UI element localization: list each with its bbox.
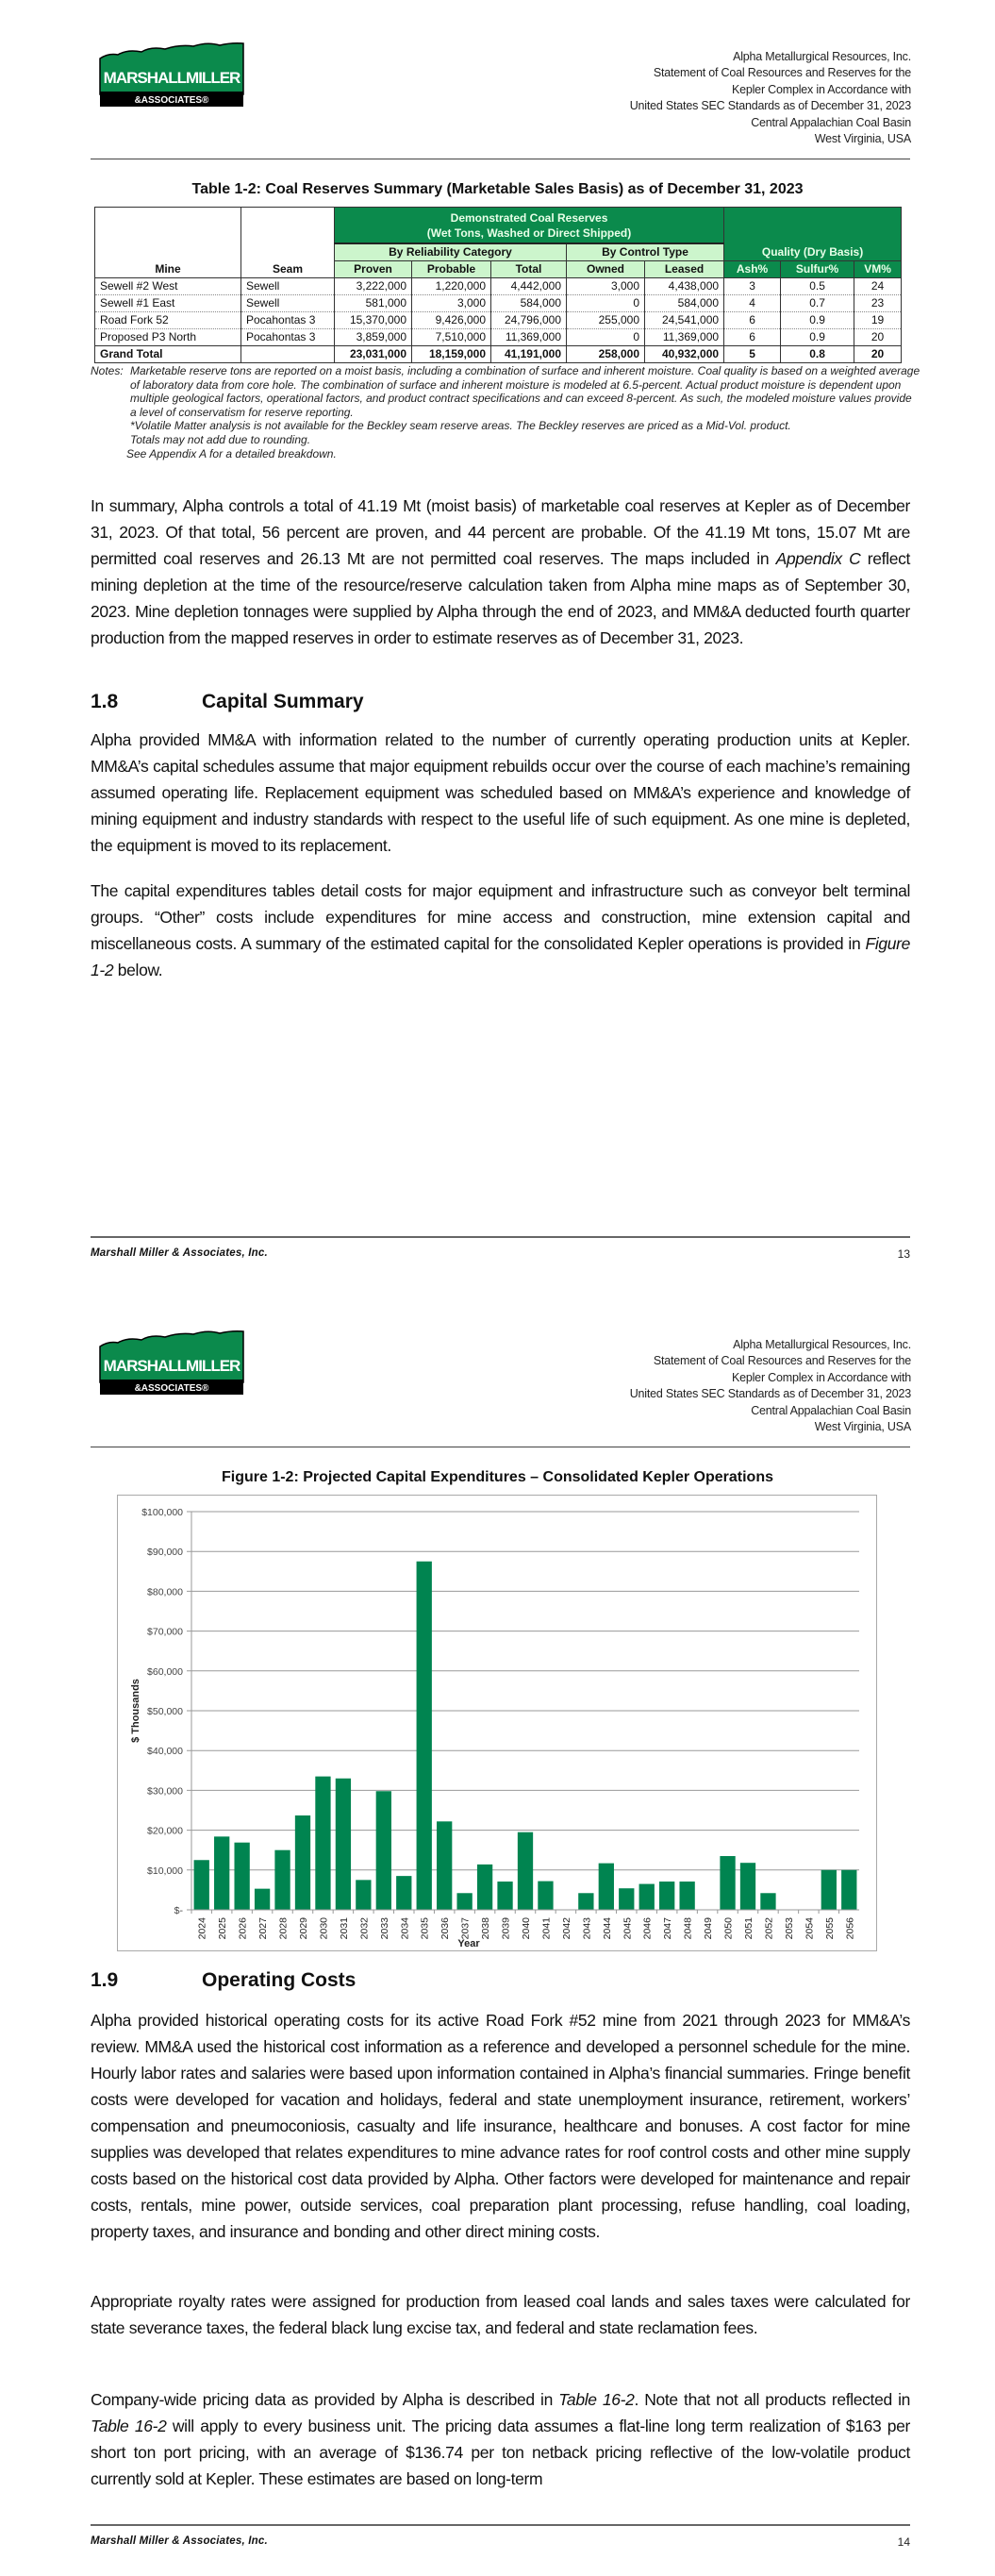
bar-2030 <box>315 1777 330 1910</box>
x-tick-label: 2035 <box>419 1917 431 1940</box>
x-tick-label: 2056 <box>844 1917 856 1940</box>
y-tick-label: $30,000 <box>147 1785 183 1798</box>
y-tick-label: $50,000 <box>147 1706 183 1717</box>
cell-seam: Sewell <box>241 278 335 295</box>
marshall-miller-logo <box>99 42 244 108</box>
cell-vm: 20 <box>854 346 902 363</box>
cell-mine: Grand Total <box>95 346 241 363</box>
col-header-leased: Leased <box>645 261 724 278</box>
bar-2025 <box>214 1836 229 1910</box>
group-header-text: Demonstrated Coal Reserves <box>450 210 608 225</box>
cell-mine: Sewell #1 East <box>95 295 241 312</box>
cell-sulfur: 0.9 <box>781 329 854 346</box>
bar-2050 <box>720 1856 735 1910</box>
col-header-total: Total <box>491 261 567 278</box>
col-header-probable: Probable <box>412 261 491 278</box>
table-row <box>95 295 902 312</box>
section-heading-1-8 <box>91 691 364 713</box>
control-type-header: By Control Type <box>567 243 724 261</box>
x-tick-label: 2036 <box>439 1917 452 1940</box>
col-header-vm: VM% <box>854 261 902 278</box>
cell-sulfur: 0.9 <box>781 312 854 329</box>
x-tick-label: 2041 <box>540 1917 553 1940</box>
x-tick-label: 2029 <box>298 1917 309 1940</box>
y-tick-label: $60,000 <box>147 1665 183 1678</box>
cell-ash: 6 <box>724 312 781 329</box>
cell-total: 11,369,000 <box>491 329 567 346</box>
cell-total: 41,191,000 <box>491 346 567 363</box>
bar-2047 <box>659 1882 674 1910</box>
capital-paragraph-1: Alpha provided MM&A with information related to the number of currently operating production units at Kepler. MM&A’s capital schedules assume that major equipment rebuilds occur over the course of each machine’s remaining assumed operating life. Replacement equipment was scheduled based on MM&A’s experience and knowledge of mining equipment and industry standards with respect to the useful life of such equipment. As one mine is depleted, the equipment is moved to its replacement. <box>91 730 910 855</box>
y-tick-label: $- <box>174 1905 183 1916</box>
svg-text:&ASSOCIATES®: &ASSOCIATES® <box>134 1383 209 1394</box>
bar-2038 <box>477 1865 492 1910</box>
figure-caption: Figure 1-2: Projected Capital Expenditures – Consolidated Kepler Operations <box>221 1469 773 1485</box>
x-tick-label: 2032 <box>358 1917 371 1940</box>
bar-2033 <box>376 1791 391 1910</box>
bar-2044 <box>599 1864 614 1910</box>
page-number: 13 <box>897 1247 910 1261</box>
text-span: reflect mining depletion at the time of the resource/reserve calculation taken from Alpha mine maps as of September 30, 2023. Mine depletion tonnages were supplied by Alpha through the end of 2023, and MM&A deducted fourth quarter production from the mapped reserves in order to estimate reserves as of December 31, 2023. <box>91 549 911 647</box>
x-tick-label: 2055 <box>823 1917 836 1940</box>
cell-total: 4,442,000 <box>491 278 567 295</box>
cell-vm: 19 <box>854 312 902 329</box>
notes-label: Notes: <box>91 364 124 377</box>
text-span: The capital expenditures tables detail costs for major equipment and infrastructure such as conveyor belt terminal groups. “Other” costs include expenditures for mine access and construction, mine extension capital and miscellaneous costs. A summary of the estimated capital for the consolidated Kepler operations is provided in <box>91 881 910 953</box>
text-span: In summary, Alpha controls a total of 41.19 Mt (moist basis) of marketable coal reserves at Kepler as of December 31, 2023. Of that total, 56 percent are proven, and 44 percent are probable. Of the 41.19 Mt tons, 15.07 Mt are permitted coal reserves and 26.13 Mt are not permitted coal reserves. The maps included in <box>91 496 910 568</box>
x-tick-label: 2024 <box>196 1917 208 1940</box>
cell-mine: Road Fork 52 <box>95 312 241 329</box>
cell-seam: Pocahontas 3 <box>241 312 335 329</box>
cell-vm: 24 <box>854 278 902 295</box>
header-line: Kepler Complex in Accordance with <box>731 1370 911 1384</box>
text-span: below. <box>113 961 163 979</box>
notes-vm: *Volatile Matter analysis is not available for the Beckley seam reserve areas. The Beckley reserves are priced as a Mid-Vol. product. <box>130 419 791 433</box>
x-tick-label: 2051 <box>743 1917 755 1940</box>
svg-text:&ASSOCIATES®: &ASSOCIATES® <box>134 95 209 106</box>
cell-probable: 18,159,000 <box>412 346 491 363</box>
bar-2040 <box>518 1832 533 1910</box>
x-tick-label: 2025 <box>217 1917 229 1940</box>
bar-2031 <box>336 1779 351 1910</box>
y-tick-label: $20,000 <box>147 1825 183 1837</box>
x-tick-label: 2027 <box>257 1917 270 1940</box>
x-tick-label: 2038 <box>480 1917 492 1940</box>
bar-2032 <box>356 1880 371 1910</box>
table-row <box>95 329 902 346</box>
cell-leased: 24,541,000 <box>645 312 724 329</box>
page-number: 14 <box>897 2535 910 2549</box>
x-tick-label: 2028 <box>277 1917 290 1940</box>
x-tick-label: 2042 <box>560 1917 572 1940</box>
bar-2037 <box>456 1893 472 1910</box>
cell-leased: 11,369,000 <box>645 329 724 346</box>
footer-divider <box>91 1236 910 1238</box>
operating-costs-paragraph-2: Appropriate royalty rates were assigned for production from leased coal lands and sales taxes were calculated for state severance taxes, the federal black lung excise tax, and federal and state reclamation fees. <box>91 2292 910 2337</box>
operating-costs-paragraph-1: Alpha provided historical operating costs for its active Road Fork #52 mine from 2021 through 2023 for MM&A’s review. MM&A used the historical cost information as a reference and developed a personnel schedule for the mine. Hourly labor rates and salaries were based upon information contained in Alpha’s financial summaries. Fringe benefit costs were developed for vacation and holidays, federal and state unemployment insurance, retirement, workers’ compensation and pneumoconiosis, casualty and life insurance, healthcare and bonuses. A cost factor for mine supplies was developed that relates expenditures to mine advance rates for roof control costs and other mine supply costs based on the historical cost data provided by Alpha. Other factors were developed for maintenance and repair costs, rentals, mine power, outside services, coal preparation plant processing, refuse handling, coal loading, property taxes, and insurance and bonding and other direct mining costs. <box>91 2011 910 2241</box>
cell-ash: 4 <box>724 295 781 312</box>
header-line: West Virginia, USA <box>814 1420 911 1434</box>
figure-reference: Figure 1-2 <box>91 934 910 979</box>
cell-probable: 3,000 <box>412 295 491 312</box>
x-tick-label: 2030 <box>318 1917 330 1940</box>
cell-ash: 5 <box>724 346 781 363</box>
bar-2048 <box>679 1882 694 1910</box>
cell-seam <box>241 346 335 363</box>
x-tick-label: 2043 <box>581 1917 593 1940</box>
quality-header: Quality (Dry Basis) <box>724 208 902 261</box>
section-number: 1.8 <box>91 691 119 712</box>
y-tick-label: $40,000 <box>147 1746 183 1758</box>
header-line: United States SEC Standards as of December 31, 2023 <box>629 99 911 113</box>
cell-owned: 0 <box>567 295 645 312</box>
cell-owned: 255,000 <box>567 312 645 329</box>
cell-owned: 3,000 <box>567 278 645 295</box>
x-tick-label: 2052 <box>763 1917 775 1940</box>
y-tick-label: $80,000 <box>147 1586 183 1598</box>
col-header-seam: Seam <box>241 208 335 278</box>
bar-2052 <box>760 1893 775 1910</box>
x-tick-label: 2039 <box>500 1917 512 1940</box>
capex-bar-chart <box>117 1495 877 1951</box>
y-tick-label: $10,000 <box>147 1865 183 1877</box>
cell-leased: 584,000 <box>645 295 724 312</box>
bar-2026 <box>234 1843 249 1910</box>
x-tick-label: 2037 <box>459 1917 472 1940</box>
x-tick-label: 2050 <box>722 1917 735 1940</box>
x-tick-label: 2047 <box>662 1917 674 1940</box>
col-header-mine: Mine <box>95 208 241 278</box>
summary-paragraph <box>91 493 910 651</box>
cell-mine: Sewell #2 West <box>95 278 241 295</box>
cell-total: 584,000 <box>491 295 567 312</box>
cell-vm: 20 <box>854 329 902 346</box>
cell-vm: 23 <box>854 295 902 312</box>
cell-probable: 7,510,000 <box>412 329 491 346</box>
text-span: . Note that not all products reflected in <box>634 2390 910 2409</box>
cell-mine: Proposed P3 North <box>95 329 241 346</box>
cell-sulfur: 0.7 <box>781 295 854 312</box>
footer-company: Marshall Miller & Associates, Inc. <box>91 2535 268 2547</box>
cell-proven: 581,000 <box>335 295 412 312</box>
x-tick-label: 2046 <box>641 1917 654 1940</box>
cell-leased: 40,932,000 <box>645 346 724 363</box>
bar-2028 <box>274 1850 290 1910</box>
bar-2036 <box>437 1821 452 1910</box>
bar-2029 <box>295 1815 310 1910</box>
x-tick-label: 2049 <box>703 1917 715 1940</box>
cell-ash: 3 <box>724 278 781 295</box>
y-tick-label: $70,000 <box>147 1626 183 1638</box>
header-line: West Virginia, USA <box>814 132 911 146</box>
cell-probable: 1,220,000 <box>412 278 491 295</box>
bar-2039 <box>497 1882 512 1910</box>
text-span: will apply to every business unit. The pricing data assumes a flat-line long term realization of $163 per short ton port pricing, with an average of $136.74 per ton netback pricing reflective of the low-volatile product currently sold at Kepler. These estimates are based on long-term <box>91 2417 911 2488</box>
chart-canvas <box>118 1496 878 1952</box>
demonstrated-reserves-header <box>335 208 724 244</box>
group-subheader-text: (Wet Tons, Washed or Direct Shipped) <box>426 226 632 240</box>
cell-seam: Sewell <box>241 295 335 312</box>
bar-2046 <box>639 1884 655 1910</box>
notes-main: Marketable reserve tons are reported on a moist basis, including a combination of surface and inherent moisture. Coal quality is based on a weighted average of laboratory data from core hole. The combination of surface and inherent moisture is modeled at 6.5-percent. Actual product moisture is dependent upon multiple geological factors, operational factors, and product contract specifications and can exceed 8-percent. As such, the modeled moisture values provide a level of conservatism for reserve reporting. <box>130 364 920 419</box>
table-row <box>95 278 902 295</box>
col-header-proven: Proven <box>335 261 412 278</box>
bar-2035 <box>417 1562 432 1910</box>
x-tick-label: 2044 <box>601 1917 613 1940</box>
bar-2041 <box>538 1882 553 1910</box>
svg-text:MARSHALLMILLER: MARSHALLMILLER <box>103 1357 240 1375</box>
x-tick-label: 2026 <box>237 1917 249 1940</box>
x-tick-label: 2031 <box>338 1917 350 1940</box>
section-title: Capital Summary <box>202 691 364 712</box>
bar-2024 <box>194 1860 209 1910</box>
table-reference: Table 16-2 <box>91 2417 167 2435</box>
col-header-ash: Ash% <box>724 261 781 278</box>
bar-2043 <box>578 1893 593 1910</box>
header-line: Alpha Metallurgical Resources, Inc. <box>733 50 911 63</box>
appendix-c-reference: Appendix C <box>775 549 861 568</box>
bar-2034 <box>396 1876 411 1910</box>
bar-2027 <box>255 1889 270 1910</box>
header-line: Central Appalachian Coal Basin <box>751 115 911 129</box>
table-notes <box>91 364 920 460</box>
y-tick-label: $90,000 <box>147 1547 183 1559</box>
coal-reserves-table <box>94 207 902 363</box>
x-tick-label: 2048 <box>682 1917 694 1940</box>
cell-proven: 23,031,000 <box>335 346 412 363</box>
header-line: Kepler Complex in Accordance with <box>731 82 911 96</box>
marshall-miller-logo <box>99 1330 244 1396</box>
bar-2055 <box>821 1870 837 1910</box>
grand-total-row <box>95 346 902 363</box>
col-header-owned: Owned <box>567 261 645 278</box>
header-line: United States SEC Standards as of December 31, 2023 <box>629 1387 911 1401</box>
y-axis-title: $ Thousands <box>130 1679 141 1743</box>
x-tick-label: 2034 <box>399 1917 411 1940</box>
bar-2051 <box>740 1863 755 1910</box>
svg-text:MARSHALLMILLER: MARSHALLMILLER <box>103 69 240 87</box>
cell-probable: 9,426,000 <box>412 312 491 329</box>
notes-appendix: See Appendix A for a detailed breakdown. <box>126 446 337 460</box>
reliability-category-header: By Reliability Category <box>335 243 567 261</box>
cell-proven: 3,222,000 <box>335 278 412 295</box>
notes-rounding: Totals may not add due to rounding. <box>130 432 311 446</box>
cell-sulfur: 0.5 <box>781 278 854 295</box>
cell-ash: 6 <box>724 329 781 346</box>
x-axis-title: Year <box>457 1938 480 1949</box>
cell-seam: Pocahontas 3 <box>241 329 335 346</box>
header-line: Alpha Metallurgical Resources, Inc. <box>733 1338 911 1351</box>
cell-owned: 258,000 <box>567 346 645 363</box>
x-tick-label: 2033 <box>378 1917 390 1940</box>
x-tick-label: 2045 <box>622 1917 634 1940</box>
header-address-block <box>630 1337 911 1435</box>
bar-2056 <box>841 1870 856 1910</box>
table-reference: Table 16-2 <box>558 2390 635 2409</box>
section-number: 1.9 <box>91 1969 119 1991</box>
cell-proven: 3,859,000 <box>335 329 412 346</box>
cell-sulfur: 0.8 <box>781 346 854 363</box>
section-title: Operating Costs <box>202 1969 357 1991</box>
x-tick-label: 2054 <box>804 1917 816 1940</box>
text-span: Company-wide pricing data as provided by Alpha is described in <box>91 2390 559 2409</box>
header-line: Statement of Coal Resources and Reserves for the <box>653 1354 911 1368</box>
header-line: Statement of Coal Resources and Reserves for the <box>653 66 911 80</box>
x-tick-label: 2053 <box>783 1917 795 1940</box>
cell-leased: 4,438,000 <box>645 278 724 295</box>
header-line: Central Appalachian Coal Basin <box>751 1403 911 1417</box>
x-tick-label: 2040 <box>521 1917 532 1940</box>
y-tick-label: $100,000 <box>141 1507 183 1518</box>
col-header-sulfur: Sulfur% <box>781 261 854 278</box>
capital-paragraph-2 <box>91 878 910 983</box>
table-row <box>95 312 902 329</box>
cell-owned: 0 <box>567 329 645 346</box>
cell-total: 24,796,000 <box>491 312 567 329</box>
footer-company: Marshall Miller & Associates, Inc. <box>91 1247 268 1259</box>
bar-2045 <box>619 1888 634 1910</box>
table-caption: Table 1-2: Coal Reserves Summary (Marketable Sales Basis) as of December 31, 2023 <box>191 181 804 197</box>
cell-proven: 15,370,000 <box>335 312 412 329</box>
header-address-block <box>630 49 911 147</box>
